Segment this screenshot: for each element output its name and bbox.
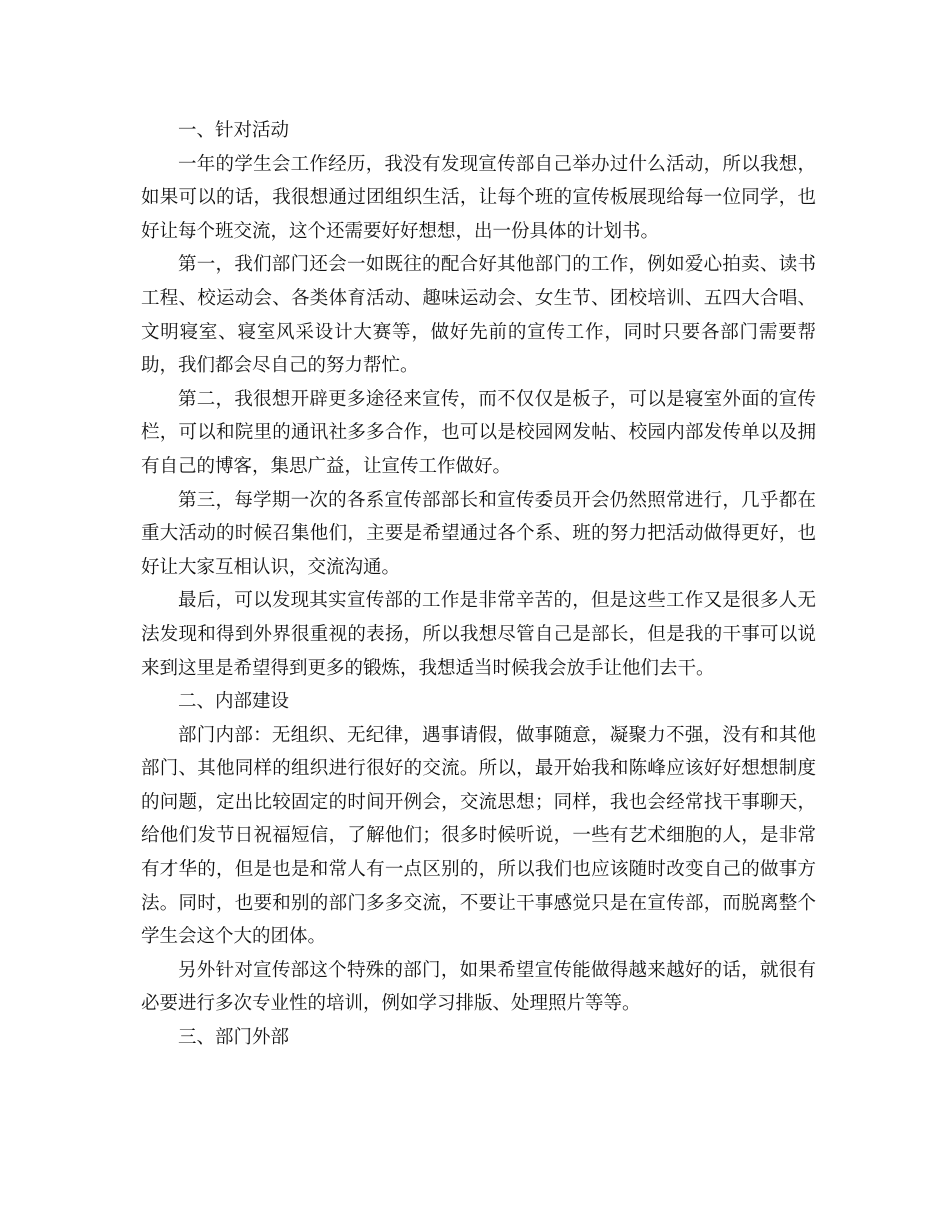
section-heading-internal: 二、内部建设 — [178, 691, 290, 713]
section-heading-external: 三、部门外部 — [178, 1027, 290, 1049]
paragraph-first: 第一，我们部门还会一如既往的配合好其他部门的工作，例如爱心拍卖、读书工程、校运动会、各类体育活动、趣味运动会、女生节、团校培训、五四大合唱、文明寝室、寝室风采设计大赛等，做好先前的宣传工作，同时只要各部门需要帮助，我们都会尽自己的努力帮忙。 — [141, 254, 816, 377]
document-body — [141, 114, 816, 1055]
paragraph-training: 另外针对宣传部这个特殊的部门，如果希望宣传能做得越来越好的话，就很有必要进行多次专业性的培训，例如学习排版、处理照片等等。 — [141, 959, 816, 1015]
paragraph-finally: 最后，可以发现其实宣传部的工作是非常辛苦的，但是这些工作又是很多人无法发现和得到外界很重视的表扬，所以我想尽管自己是部长，但是我的干事可以说来到这里是希望得到更多的锻炼，我想适当时候我会放手让他们去干。 — [141, 590, 816, 679]
paragraph-intro: 一年的学生会工作经历，我没有发现宣传部自己举办过什么活动，所以我想，如果可以的话，我很想通过团组织生活，让每个班的宣传板展现给每一位同学，也好让每个班交流，这个还需要好好想想，出一份具体的计划书。 — [141, 153, 816, 242]
section-heading-activities: 一、针对活动 — [178, 120, 290, 141]
paragraph-third: 第三，每学期一次的各系宣传部部长和宣传委员开会仍然照常进行，几乎都在重大活动的时候召集他们，主要是希望通过各个系、班的努力把活动做得更好，也好让大家互相认识，交流沟通。 — [141, 489, 816, 578]
paragraph-internal: 部门内部：无组织、无纪律，遇事请假，做事随意，凝聚力不强，没有和其他部门、其他同样的组织进行很好的交流。所以，最开始我和陈峰应该好好想想制度的问题，定出比较固定的时间开例会，交流思想；同样，我也会经常找干事聊天，给他们发节日祝福短信，了解他们；很多时候听说，一些有艺术细胞的人，是非常有才华的，但是也是和常人有一点区别的，所以我们也应该随时改变自己的做事方法。同时，也要和别的部门多多交流，不要让干事感觉只是在宣传部，而脱离整个学生会这个大的团体。 — [141, 724, 816, 948]
paragraph-second: 第二，我很想开辟更多途径来宣传，而不仅仅是板子，可以是寝室外面的宣传栏，可以和院里的通讯社多多合作，也可以是校园网发帖、校园内部发传单以及拥有自己的博客，集思广益，让宣传工作做好。 — [141, 388, 816, 477]
